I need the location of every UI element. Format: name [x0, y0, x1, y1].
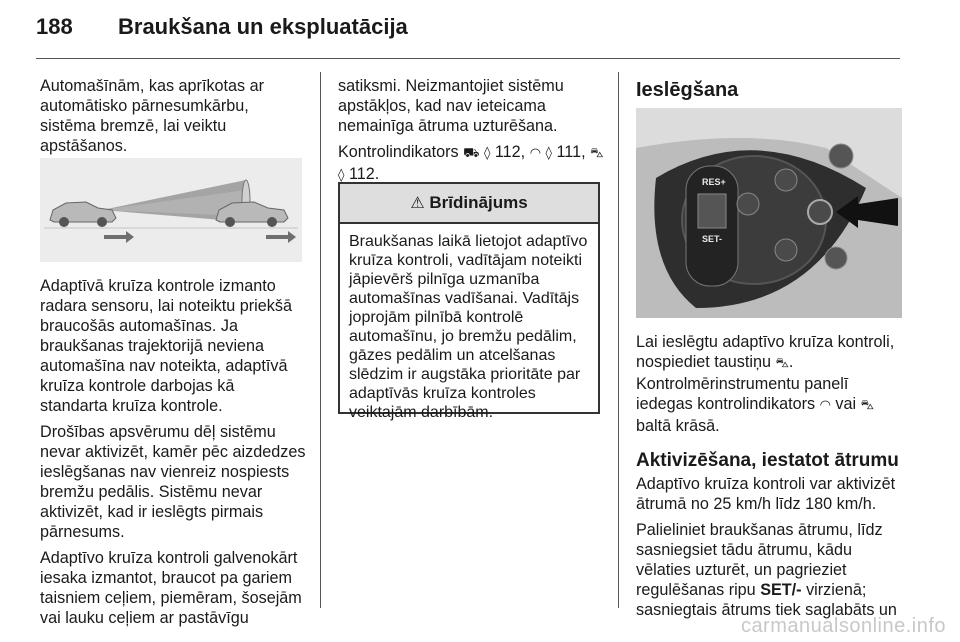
set-minus-label: SET/-	[760, 581, 802, 599]
warning-title: Brīdinājums	[429, 193, 528, 212]
res-label: RES+	[702, 177, 726, 187]
adaptive-cruise-icon: ⛍	[775, 356, 789, 371]
steering-wheel-photo	[636, 108, 902, 318]
set-label: SET-	[702, 234, 723, 244]
white-color-text: baltā krāsā.	[636, 417, 720, 435]
reference-arrow-icon: ◊	[545, 146, 552, 161]
reference-112[interactable]: 112,	[494, 143, 526, 161]
page-number: 188	[36, 14, 73, 39]
watermark: carmanualsonline.info	[740, 615, 946, 637]
warning-text: Braukšanas laikā lietojot adaptīvo kruīza kontroli, vadītājam noteikti jāpievērš pilnīga uzmanība automašīnas vadīšanai. Vadītājs joprojām pilnībā kontrolē automašīnu, jo bremžu pedālim, gāzes pedālim un atcelšanas slēdzim ir augstāka prioritāte par adaptīvās kruīza kontroles veiktajām darbībām.	[349, 233, 588, 421]
speedometer-icon: ◠	[529, 146, 542, 161]
column-1-lower	[40, 276, 306, 634]
paragraph-traffic: satiksmi. Neizmantojiet sistēmu apstākļos, kad nav ieteicama nemainīga ātruma uzturēšana.	[338, 77, 564, 135]
column-1	[40, 76, 306, 162]
column-2	[338, 76, 606, 192]
warning-triangle-icon: ⚠	[410, 193, 425, 212]
paragraph-radar-sensor: Adaptīvā kruīza kontrole izmanto radara sensoru, lai noteiktu priekšā braucošās automašīnas. Ja braukšanas trajektorijā neviena automašīna nav noteikta, adaptīvā kruīza kontrole darbojas kā standarta kruīza kontrole.	[40, 277, 292, 415]
paragraph-recommended-use: Adaptīvo kruīza kontroli galvenokārt iesaka izmantot, braucot pa gariem taisniem ceļiem, piemēram, šosejām vai lauku ceļiem ar pastāvīgu	[40, 549, 302, 627]
column-3	[636, 332, 906, 626]
set-speed-text: Palieliniet braukšanas ātrumu, līdz sasniegsiet tādu ātrumu, kādu vēlaties uzturēt, un pagrieziet regulēšanas ripu	[636, 521, 883, 599]
subheading-set-speed: Aktivizēšana, iestatot ātrumu	[636, 450, 899, 471]
section-heading-activation: Ieslēgšana	[636, 79, 739, 101]
indicators-label: Kontrolindikators	[338, 143, 459, 161]
reference-112b[interactable]: 112.	[348, 165, 380, 183]
paragraph-auto-transmission: Automašīnām, kas aprīkotas ar automātisko pārnesumkārbu, sistēma bremzē, lai veiktu apstāšanos.	[40, 77, 265, 155]
indicator-references	[338, 142, 606, 186]
header-divider	[36, 58, 900, 59]
paragraph-set-speed	[636, 520, 906, 620]
paragraph-turn-on: Lai ieslēgtu adaptīvo kruīza kontroli, nospiediet taustiņu ⛍. Kontrolmērinstrumentu panelī iedegas kontrolindikators ◠ vai ⛍ baltā krāsā.	[636, 333, 895, 435]
radar-illustration	[40, 158, 302, 262]
column-divider-2	[618, 72, 619, 608]
set-speed-text-cont: virzienā; sasniegtais ātrums tiek saglabāts un	[636, 581, 897, 619]
reference-arrow-icon: ◊	[338, 168, 345, 183]
warning-box	[338, 182, 600, 421]
car-icon: ⛟	[463, 146, 480, 161]
warning-header	[340, 184, 598, 224]
paragraph-speed-range: Adaptīvo kruīza kontroli var aktivizēt ātrumā no 25 km/h līdz 180 km/h.	[636, 475, 896, 513]
column-divider-1	[320, 72, 321, 608]
paragraph-safety: Drošības apsvērumu dēļ sistēmu nevar aktivizēt, kamēr pēc aizdedzes ieslēgšanas nav vienreiz nospiests bremžu pedālis. Sistēmu nevar aktivizēt, kad ir ieslēgts pirmais pārnesums.	[40, 423, 306, 541]
adaptive-cruise-icon: ⛍	[590, 146, 604, 161]
adaptive-cruise-icon: ⛍	[860, 398, 875, 413]
reference-111[interactable]: 111,	[556, 143, 586, 161]
speedometer-icon: ◠	[819, 398, 831, 413]
indicator-text: Kontrolmērinstrumentu panelī iedegas kontrolindikators	[636, 375, 849, 413]
reference-arrow-icon: ◊	[483, 146, 491, 161]
radar-diagram	[40, 158, 302, 262]
turn-on-text: Lai ieslēgtu adaptīvo kruīza kontroli, nospiediet taustiņu	[636, 333, 895, 371]
steering-wheel-illustration	[636, 108, 902, 318]
or-text: vai	[835, 395, 857, 413]
page-title: Braukšana un ekspluatācija	[118, 14, 408, 39]
